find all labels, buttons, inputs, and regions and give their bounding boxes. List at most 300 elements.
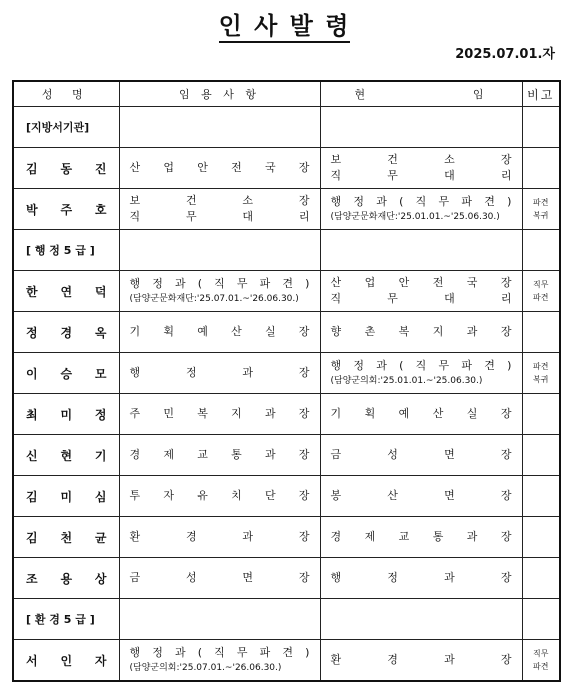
current-cell-line-char: 과 [444,653,455,666]
current-cell-line-char: 복 [398,325,410,338]
person-row [13,148,560,189]
current-cell-line-char: 산 [330,276,342,289]
person-name-text [14,570,119,587]
current-cell-line-char: 장 [500,153,512,166]
person-name [13,517,119,558]
current-cell [320,517,522,558]
appointment-cell-line-char: 통 [231,448,242,461]
group-label: [ 행 정 5 급 ] [13,230,119,271]
appointment-cell-line-char: 국 [264,161,276,174]
current-cell-line-char: 촌 [364,325,376,338]
appointment-cell-line-char: 소 [242,194,254,207]
current-cell-line-char: 행 [330,195,342,208]
appointment-cell-line-char: 산 [129,161,141,174]
current-cell [320,312,522,353]
current-cell-line-char: 면 [444,489,455,502]
current-cell-line-char: 경 [387,653,398,666]
current-cell-line-char: 리 [500,169,512,182]
person-name-text-char: 옥 [94,325,107,340]
appointment-cell-line-char: 장 [298,448,310,461]
empty-cell [320,599,522,640]
person-name [13,271,119,312]
current-cell-line-char: 직 [330,169,342,182]
appointment-cell-line-char: 기 [129,325,141,338]
note-line: 파견 [533,362,549,371]
note-cell [522,517,560,558]
current-cell-line-char: 파 [461,359,473,372]
current-cell-line [331,488,512,504]
person-name-text [14,447,119,464]
current-cell-line-char: 장 [500,571,512,584]
appointment-cell-line-char: 행 [129,366,141,379]
person-name-text [14,324,119,341]
note-cell [522,271,560,312]
current-cell-line-char: 견 [484,195,495,208]
person-name-text-char: 승 [60,366,73,381]
current-cell-line-char: 무 [387,292,398,305]
person-name-text-char: 현 [60,448,73,463]
current-cell-line [331,406,512,422]
current-cell-line [331,529,512,545]
current-cell-line-char: 실 [466,407,478,420]
current-cell [320,271,522,312]
appointment-cell-line-char: 환 [129,530,141,543]
person-name-text-char: 덕 [94,284,107,299]
appointment-cell-line-char: 과 [175,277,186,290]
current-cell-line-char: 장 [500,489,512,502]
appointment-cell-line [130,529,310,545]
current-cell [320,189,522,230]
current-cell-line-char: 장 [500,653,512,666]
appointment-cell-line-char: 정 [152,277,163,290]
appointment-cell-line-char: 장 [298,407,310,420]
appointment-cell-line-char: ) [305,646,310,659]
note-cell [522,640,560,682]
note-line: 직무 [533,649,549,658]
appointment-cell [119,271,320,312]
appointment-cell-line-char: 유 [197,489,208,502]
person-name-text-char: 정 [94,407,107,422]
current-cell-line-char: 안 [398,276,410,289]
person-name-text-char: 균 [94,530,107,545]
person-name [13,189,119,230]
current-cell-line-char: 건 [387,153,398,166]
person-row [13,517,560,558]
current-cell [320,476,522,517]
appointment-cell-line-char: 안 [197,161,208,174]
current-cell-line-char: 환 [330,653,342,666]
appointment-cell-line-char: 단 [264,489,276,502]
header-current-text [321,86,522,102]
appointment-cell-line-char: 무 [236,646,248,659]
empty-cell [320,230,522,271]
current-cell-line-char: ) [507,195,512,208]
person-name-text-char: 기 [94,448,107,463]
person-name-text-char: 모 [94,366,107,381]
person-name-text-char: 김 [26,489,38,504]
current-cell-line-char: 무 [438,195,450,208]
header-current-part: 임 [472,88,488,101]
current-cell-line-char: 장 [500,530,512,543]
person-name-text-char: 진 [94,161,107,176]
note-line: 파견 [533,198,549,207]
appointment-cell-line [130,365,310,381]
current-cell-line-char: ( [399,359,404,372]
appointment-cell [119,394,320,435]
appointment-cell-line-char: 직 [214,646,225,659]
current-cell-period: (담양군문화재단:'25.01.01.~'25.06.30.) [330,212,500,222]
current-cell-line-char: 무 [387,169,398,182]
current-cell-line [331,570,512,586]
appointment-cell-line [130,193,310,209]
current-cell-line-char: 제 [364,530,376,543]
current-cell-line-char: 행 [330,571,342,584]
header-note: 비고 [522,81,560,107]
appointment-cell-line-char: 장 [298,530,310,543]
current-cell-line-char: 직 [330,292,342,305]
appointment-cell-line-char: 성 [185,571,197,584]
note-line: 복귀 [533,375,549,384]
current-cell-line [331,358,512,374]
empty-cell [522,107,560,148]
appointment-cell-line-char: 예 [197,325,208,338]
person-name [13,640,119,682]
appointment-cell-line [130,209,310,225]
current-cell-line-char: ( [399,195,404,208]
person-name [13,435,119,476]
appointment-cell-line-char: ( [197,277,203,290]
current-cell [320,435,522,476]
note-cell [522,394,560,435]
appointment-cell-line-char: 무 [185,210,197,223]
person-name-text-char: 미 [60,407,73,422]
person-name-text-char: 천 [60,530,73,545]
header-current-part: 현 [354,88,370,101]
appointment-cell-line-char: 장 [298,366,310,379]
appointment-cell-line-char: 장 [298,194,310,207]
appointment-cell-period: (담양군문화재단:'25.07.01.~'26.06.30.) [129,294,299,304]
appointment-cell [119,189,320,230]
current-cell [320,640,522,682]
appointment-cell-line-char: 교 [197,448,208,461]
note-cell [522,435,560,476]
appointment-cell-line-char: 장 [298,571,310,584]
person-row [13,353,560,394]
current-cell-line-char: 금 [330,448,342,461]
person-name-text-char: 미 [60,489,73,504]
person-row [13,394,560,435]
appointment-cell-line [130,645,310,661]
current-cell-line-char: 예 [398,407,410,420]
person-name-text-char: 연 [60,284,73,299]
current-cell-line-char: 국 [466,276,478,289]
group-label: [지방서기관] [13,107,119,148]
header-name: 성 명 [13,81,119,107]
person-name-text [14,365,119,382]
note-cell [522,353,560,394]
issue-date: 2025.07.01.자 [455,47,555,62]
person-name-text-char: 이 [26,366,38,381]
note-cell [522,558,560,599]
appointment-cell-line-char: 민 [163,407,174,420]
empty-cell [320,107,522,148]
person-name-text [14,652,119,669]
current-cell-line-char: 행 [330,359,342,372]
group-label: [ 환 경 5 급 ] [13,599,119,640]
note-line: 파견 [533,293,549,302]
person-name [13,476,119,517]
appointment-cell-line-char: 치 [231,489,242,502]
current-cell-line-char: 지 [432,325,444,338]
current-cell-line-char: 산 [387,489,398,502]
current-cell-line-char: 교 [398,530,410,543]
current-cell-line-char: 직 [415,195,427,208]
appointment-cell-line-char: 과 [264,407,276,420]
group-row [13,107,560,148]
current-cell-line [331,152,512,168]
appointment-cell-line-char: 제 [163,448,174,461]
person-name-text-char: 인 [60,653,73,668]
empty-cell [119,107,320,148]
current-cell-line [331,324,512,340]
current-cell-line-char: 산 [432,407,444,420]
note-cell [522,148,560,189]
appointment-cell-line-char: 리 [298,210,310,223]
note-cell [522,312,560,353]
appointment-cell-line-char: 투 [129,489,141,502]
current-cell-line-char: 장 [500,325,512,338]
current-cell-line-char: 대 [444,169,455,182]
person-row [13,476,560,517]
person-name-text-char: 동 [60,161,73,176]
note-cell [522,189,560,230]
appointment-cell-line [130,488,310,504]
person-name [13,312,119,353]
appointment-cell-period: (담양군의회:'25.07.01.~'26.06.30.) [129,663,282,673]
person-name-text-char: 자 [94,653,107,668]
current-cell-line-char: 향 [330,325,342,338]
appointment-cell-line-char: 획 [163,325,174,338]
appointment-cell-line-char: 직 [129,210,141,223]
person-name-text-char: 호 [94,202,107,217]
person-row [13,435,560,476]
current-cell-line-char: 경 [330,530,342,543]
group-row [13,599,560,640]
appointment-cell-line-char: 과 [242,530,254,543]
document-title [0,6,569,41]
person-name-text-char: 한 [26,284,38,299]
person-name-text-char: 정 [26,325,38,340]
document-title-text: 인 사 발 령 [219,12,351,43]
appointment-table [12,80,561,682]
current-cell-line-char: 보 [330,153,342,166]
appointment-cell-line-char: 견 [282,277,294,290]
current-cell [320,394,522,435]
appointment-cell-line-char: 견 [282,646,294,659]
appointment-cell [119,517,320,558]
appointment-cell-line-char: 행 [129,646,141,659]
empty-cell [522,599,560,640]
person-name [13,353,119,394]
appointment-cell-line [130,160,310,176]
appointment-cell [119,312,320,353]
person-name-text [14,201,119,218]
person-name-text-char: 심 [94,489,107,504]
person-name-text-char: 김 [26,161,38,176]
current-cell-line-char: 전 [432,276,444,289]
current-cell-line-char: 획 [364,407,376,420]
current-cell-line-char: 정 [353,195,365,208]
appointment-cell [119,148,320,189]
current-cell-line-char: 과 [376,359,387,372]
appointment-cell-line-char: 보 [129,194,141,207]
current-cell-line [331,652,512,668]
current-cell-line-char: 성 [387,448,398,461]
current-cell-line-char: 과 [466,325,478,338]
appointment-cell-line-char: 과 [264,448,276,461]
person-name-text [14,406,119,423]
person-name-text-char: 조 [26,571,38,586]
current-cell-line-char: 과 [444,571,455,584]
current-cell-line [331,291,512,307]
person-name-text-char: 경 [60,325,73,340]
current-cell-line-char: 무 [438,359,450,372]
header-appointment: 임 용 사 항 [119,81,320,107]
appointment-cell [119,353,320,394]
current-cell-line-char: 리 [500,292,512,305]
appointment-cell-line-char: 장 [298,489,310,502]
appointment-cell-line-char: 직 [214,277,225,290]
appointment-cell-line-char: 금 [129,571,141,584]
current-cell-line [331,168,512,184]
appointment-cell-line-char: 산 [231,325,242,338]
person-row [13,312,560,353]
appointment-cell-line-char: 장 [298,325,310,338]
current-cell-line-char: 정 [387,571,398,584]
current-cell [320,148,522,189]
appointment-cell-line-char: ) [305,277,310,290]
person-name-text-char: 용 [60,571,73,586]
appointment-cell [119,558,320,599]
person-name-text-char: 상 [94,571,107,586]
current-cell-line-char: 장 [500,407,512,420]
empty-cell [119,599,320,640]
current-cell-line-char: 견 [484,359,495,372]
person-name-text-char: 박 [26,202,38,217]
table-body [13,107,560,682]
appointment-cell-line [130,570,310,586]
appointment-cell-line-char: 면 [242,571,254,584]
current-cell-line-char: 대 [444,292,455,305]
appointment-cell-line-char: 과 [175,646,186,659]
appointment-cell-line [130,447,310,463]
person-name-text [14,488,119,505]
appointment-cell-line-char: 과 [242,366,254,379]
appointment-cell-line-char: 전 [231,161,242,174]
current-cell-period: (담양군의회:'25.01.01.~'25.06.30.) [330,376,483,386]
current-cell-line [331,194,512,210]
current-cell-line-char: 직 [415,359,427,372]
appointment-cell-line-char: 무 [236,277,248,290]
appointment-cell-line-char: 파 [259,646,271,659]
current-cell [320,558,522,599]
current-cell-line-char: 정 [353,359,365,372]
current-cell-line-char: 장 [500,448,512,461]
note-line: 파견 [533,662,549,671]
appointment-cell-line-char: 업 [163,161,174,174]
appointment-cell-line [130,276,310,292]
person-name-text-char: 김 [26,530,38,545]
appointment-cell-line [130,406,310,422]
current-cell-line-char: 통 [432,530,444,543]
current-cell-line-char: 면 [444,448,455,461]
appointment-cell-line-char: 실 [264,325,276,338]
appointment-cell-line-char: 행 [129,277,141,290]
appointment-cell-line-char: 자 [163,489,174,502]
current-cell-line-char: 봉 [330,489,342,502]
appointment-cell-line-char: 경 [129,448,141,461]
group-row [13,230,560,271]
appointment-cell-line-char: 건 [185,194,197,207]
person-name-text-char: 신 [26,448,38,463]
appointment-cell-line-char: 정 [185,366,197,379]
note-line: 복귀 [533,211,549,220]
appointment-cell [119,476,320,517]
appointment-cell-line-char: ( [197,646,203,659]
appointment-cell-line-char: 정 [152,646,163,659]
person-name-text [14,283,119,300]
current-cell-line-char: 기 [330,407,342,420]
person-row [13,189,560,230]
note-cell [522,476,560,517]
current-cell-line [331,447,512,463]
header-row [13,81,560,107]
appointment-cell [119,640,320,682]
current-cell-line-char: 소 [444,153,455,166]
appointment-cell-line-char: 경 [185,530,197,543]
person-name-text [14,160,119,177]
appointment-cell-line-char: 주 [129,407,141,420]
current-cell-line-char: 파 [461,195,473,208]
person-row [13,271,560,312]
note-line: 직무 [533,280,549,289]
person-name-text-char: 최 [26,407,38,422]
header-current [320,81,522,107]
current-cell-line-char: ) [507,359,512,372]
person-name [13,394,119,435]
current-cell [320,353,522,394]
current-cell-line-char: 장 [500,276,512,289]
person-name-text [14,529,119,546]
person-row [13,558,560,599]
person-name [13,148,119,189]
appointment-cell-line-char: 대 [242,210,254,223]
appointment-cell-line [130,324,310,340]
current-cell-line-char: 업 [364,276,376,289]
appointment-cell-line-char: 장 [298,161,310,174]
current-cell-line-char: 과 [466,530,478,543]
person-name-text-char: 주 [60,202,73,217]
person-name [13,558,119,599]
current-cell-line [331,275,512,291]
appointment-cell-line-char: 파 [259,277,271,290]
empty-cell [119,230,320,271]
appointment-cell [119,435,320,476]
person-name-text-char: 서 [26,653,38,668]
person-row [13,640,560,682]
empty-cell [522,230,560,271]
appointment-cell-line-char: 지 [231,407,242,420]
